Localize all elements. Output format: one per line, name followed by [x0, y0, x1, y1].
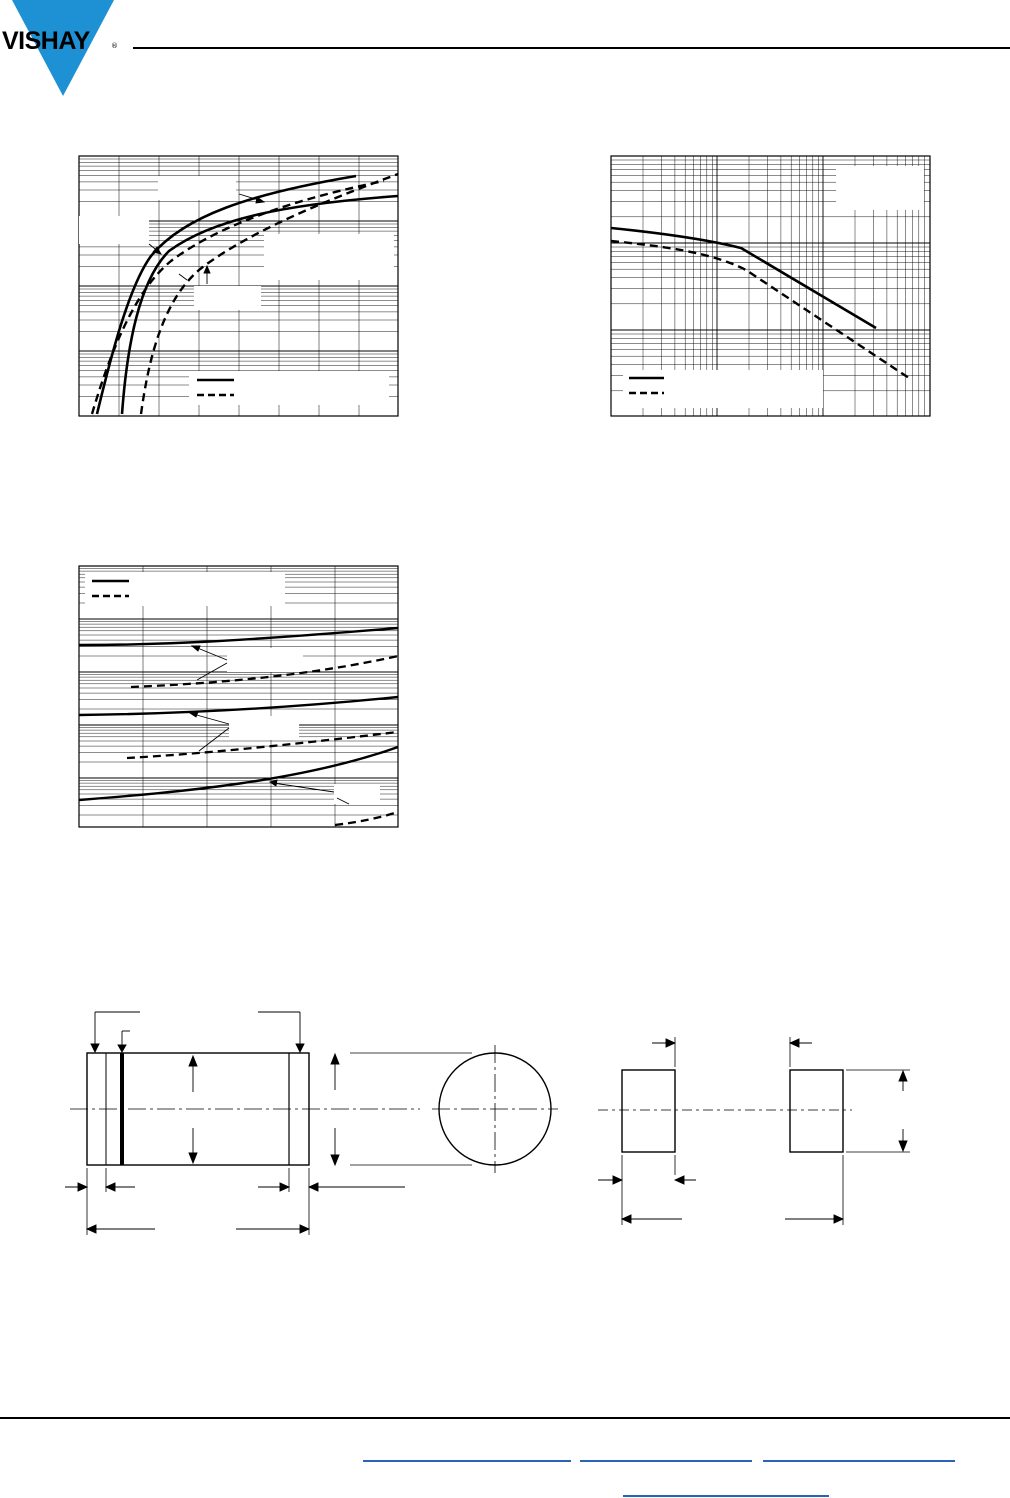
bottom-dimensions	[65, 1183, 405, 1233]
pad-right	[790, 1070, 843, 1152]
figure-mounting-pads	[590, 1025, 930, 1235]
figure-package-dimensions	[60, 1000, 580, 1250]
footer-link-4[interactable]	[623, 1495, 829, 1497]
label-box	[836, 166, 924, 210]
brand-name: VISHAY	[2, 27, 90, 55]
footer-link-3[interactable]	[763, 1460, 955, 1462]
figure-capacitance	[595, 140, 955, 440]
outer-diameter-dimension	[331, 1054, 339, 1165]
footer-link-1[interactable]	[363, 1460, 571, 1462]
legend-box	[189, 371, 389, 405]
label-box-3	[334, 784, 380, 804]
label-box-1	[158, 176, 236, 200]
pad-left	[622, 1070, 675, 1152]
figure-leakage	[60, 550, 420, 850]
registered-mark: ®	[111, 42, 118, 50]
label-box-2	[229, 716, 299, 740]
header-rule	[133, 47, 1010, 49]
figure-forward-characteristics	[60, 140, 420, 440]
legend-box	[85, 572, 285, 606]
footer-rule	[0, 1417, 1010, 1419]
label-box-3	[264, 234, 394, 280]
legend-box	[623, 370, 823, 408]
label-box-4	[194, 286, 261, 310]
footer-link-2[interactable]	[580, 1460, 752, 1462]
label-box-1	[227, 648, 303, 672]
label-box-2	[79, 216, 149, 244]
top-leaders	[91, 1012, 304, 1052]
